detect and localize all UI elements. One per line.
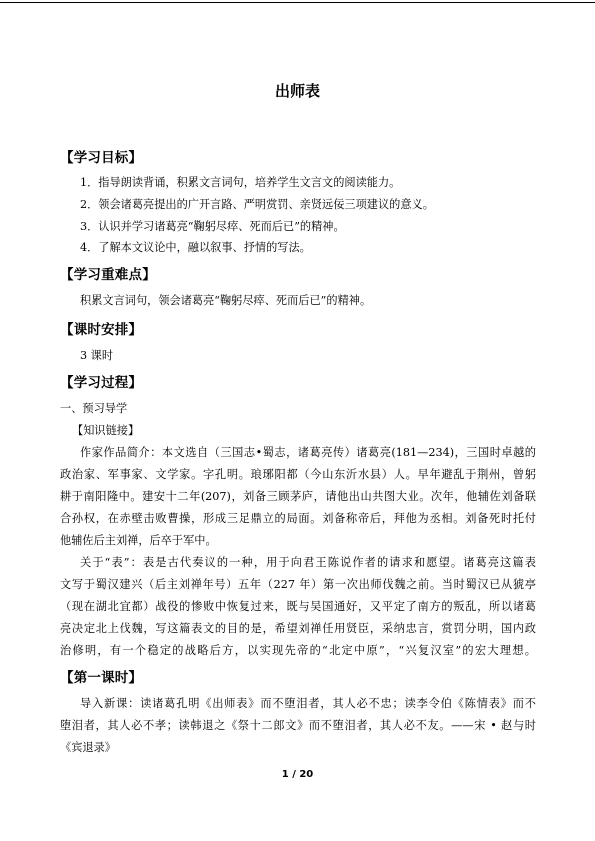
biao-line-1: 关于“表”：表是古代奏议的一种，用于向君王陈说作者的请求和愿望。诸葛亮这篇表 <box>80 556 536 569</box>
goal-item-3: 3．认识并学习诸葛亮“鞠躬尽瘁、死而后已”的精神。 <box>80 220 345 233</box>
process-sub-knowledge: 【知识链接】 <box>72 424 140 437</box>
heading-keypoints: 【学习重难点】 <box>60 267 156 283</box>
page-number: 1 / 20 <box>281 769 314 780</box>
biao-line-3: （现在湖北宜都）战役的惨败中恢复过来，既与吴国通好，又平定了南方的叛乱，所以诸葛 <box>60 600 536 613</box>
heading-lesson1: 【第一课时】 <box>60 670 143 686</box>
lesson1-line-2: 堕泪者，其人必不孝；读韩退之《祭十二郎文》而不堕泪者，其人必不友。——宋 • 赵与时 <box>60 719 536 732</box>
author-line-2: 政治家、军事家、文学家。字孔明。琅琊阳都（今山东沂水县）人。早年避乱于荆州，曾躬 <box>60 468 536 481</box>
goal-item-2: 2．领会诸葛亮提出的广开言路、严明赏罚、亲贤远佞三项建议的意义。 <box>80 198 434 211</box>
lesson1-line-1: 导入新课：读诸葛孔明《出师表》而不堕泪者，其人必不忠；读李令伯《陈情表》而不 <box>80 697 536 710</box>
top-rule <box>0 2 595 3</box>
page-title: 出师表 <box>274 82 320 100</box>
author-line-4: 合孙权，在赤壁击败曹操，形成三足鼎立的局面。刘备称帝后，拜他为丞相。刘备死时托付 <box>60 512 536 525</box>
goal-item-1: 1．指导朗读背诵，积累文言词句，培养学生文言文的阅读能力。 <box>80 176 401 189</box>
author-line-5: 他辅佐后主刘禅，后卒于军中。 <box>60 534 217 547</box>
author-line-1: 作家作品简介：本文选自（三国志•蜀志，诸葛亮传）诸葛亮(181—234)，三国时卓越的 <box>80 446 536 459</box>
biao-line-5: 治修明，有一个稳定的战略后方，以实现先帝的“北定中原”，“兴复汉室”的宏大理想。 <box>60 644 536 657</box>
lesson1-line-3: 《宾退录》 <box>60 741 116 754</box>
process-sub-preview: 一、预习导学 <box>60 402 128 415</box>
keypoints-text: 积累文言词句，领会诸葛亮“鞠躬尽瘁、死而后已”的精神。 <box>80 294 372 307</box>
heading-goals: 【学习目标】 <box>60 150 143 166</box>
biao-line-4: 亮决定北上伐魏，写这篇表文的目的是，希望刘禅任用贤臣，采纳忠言，赏罚分明，国内政 <box>60 622 536 635</box>
goal-item-4: 4．了解本文议论中，融以叙事、抒情的写法。 <box>80 241 311 254</box>
biao-line-2: 文写于蜀汉建兴（后主刘禅年号）五年（227 年）第一次出师伐魏之前。当时蜀汉已从猇亭 <box>60 578 536 591</box>
schedule-text: 3 课时 <box>80 349 114 362</box>
author-line-3: 耕于南阳隆中。建安十二年(207)，刘备三顾茅庐，请他出山共图大业。次年，他辅佐刘备联 <box>60 490 536 503</box>
heading-process: 【学习过程】 <box>60 375 143 391</box>
heading-schedule: 【课时安排】 <box>60 322 143 338</box>
